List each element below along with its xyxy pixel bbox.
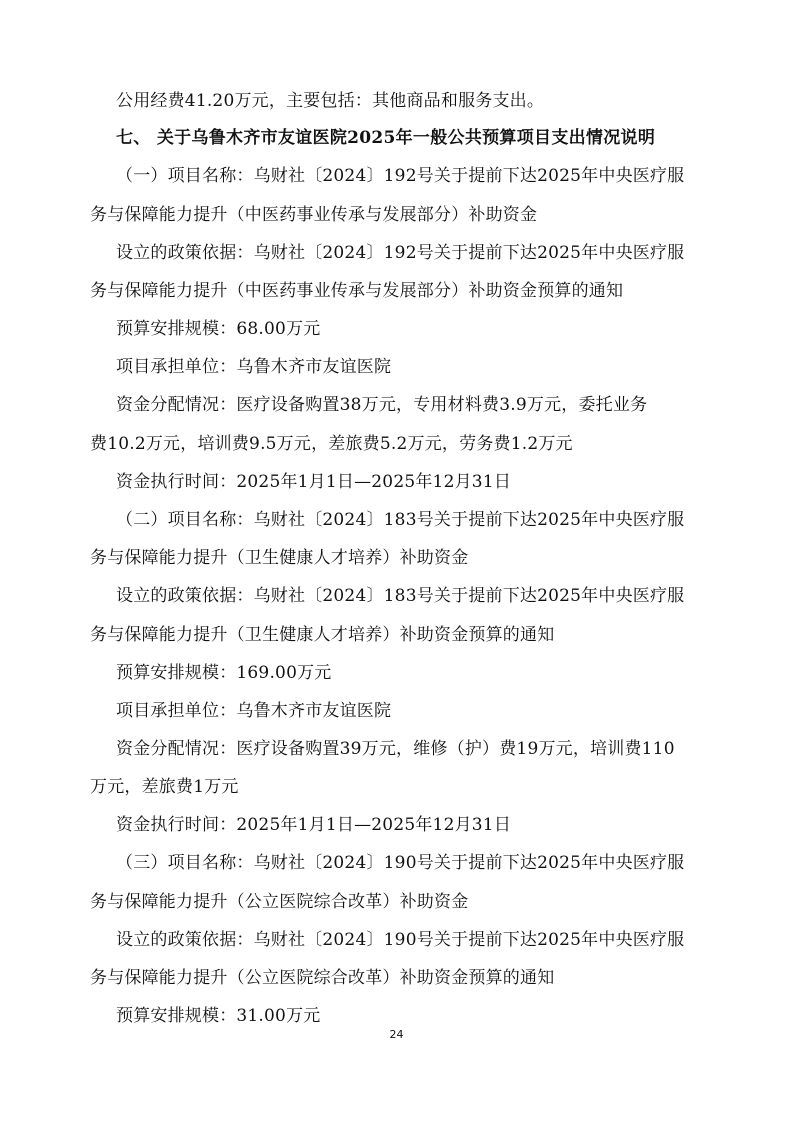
paragraph-line: 设立的政策依据：乌财社〔2024〕192号关于提前下达2025年中央医疗服 bbox=[116, 243, 685, 263]
page-number: 24 bbox=[389, 1028, 404, 1041]
paragraph-line: 设立的政策依据：乌财社〔2024〕183号关于提前下达2025年中央医疗服 bbox=[116, 586, 685, 606]
paragraph-line: 资金分配情况：医疗设备购置38万元，专用材料费3.9万元，委托业务 bbox=[116, 395, 648, 415]
paragraph-line: 预算安排规模：68.00万元 bbox=[116, 319, 321, 339]
paragraph-line: 设立的政策依据：乌财社〔2024〕190号关于提前下达2025年中央医疗服 bbox=[116, 930, 685, 950]
paragraph-line: 资金执行时间：2025年1月1日—2025年12月31日 bbox=[116, 472, 512, 492]
paragraph-line: 预算安排规模：169.00万元 bbox=[116, 663, 332, 683]
paragraph-line: 资金分配情况：医疗设备购置39万元，维修（护）费19万元，培训费110 bbox=[116, 739, 675, 759]
paragraph-line: 务与保障能力提升（卫生健康人才培养）补助资金 bbox=[90, 548, 469, 568]
paragraph-line: 预算安排规模：31.00万元 bbox=[116, 1006, 321, 1026]
paragraph-line: 务与保障能力提升（公立医院综合改革）补助资金 bbox=[90, 892, 469, 912]
paragraph-line: 公用经费41.20万元，主要包括：其他商品和服务支出。 bbox=[116, 91, 545, 111]
paragraph-line: 务与保障能力提升（公立医院综合改革）补助资金预算的通知 bbox=[90, 968, 555, 988]
paragraph-line: 务与保障能力提升（卫生健康人才培养）补助资金预算的通知 bbox=[90, 625, 555, 645]
paragraph-line: 务与保障能力提升（中医药事业传承与发展部分）补助资金预算的通知 bbox=[90, 281, 624, 301]
section-heading: 七、 关于乌鲁木齐市友谊医院2025年一般公共预算项目支出情况说明 bbox=[116, 128, 656, 148]
paragraph-line: 万元，差旅费1万元 bbox=[90, 777, 239, 797]
paragraph-line: 项目承担单位：乌鲁木齐市友谊医院 bbox=[116, 701, 392, 721]
project-title-line: （一）项目名称：乌财社〔2024〕192号关于提前下达2025年中央医疗服 bbox=[116, 166, 685, 186]
paragraph-line: 项目承担单位：乌鲁木齐市友谊医院 bbox=[116, 357, 392, 377]
project-title-line: （三）项目名称：乌财社〔2024〕190号关于提前下达2025年中央医疗服 bbox=[116, 853, 685, 873]
paragraph-line: 资金执行时间：2025年1月1日—2025年12月31日 bbox=[116, 815, 512, 835]
paragraph-line: 务与保障能力提升（中医药事业传承与发展部分）补助资金 bbox=[90, 205, 538, 225]
project-title-line: （二）项目名称：乌财社〔2024〕183号关于提前下达2025年中央医疗服 bbox=[116, 510, 685, 530]
paragraph-line: 费10.2万元，培训费9.5万元，差旅费5.2万元，劳务费1.2万元 bbox=[90, 434, 573, 454]
